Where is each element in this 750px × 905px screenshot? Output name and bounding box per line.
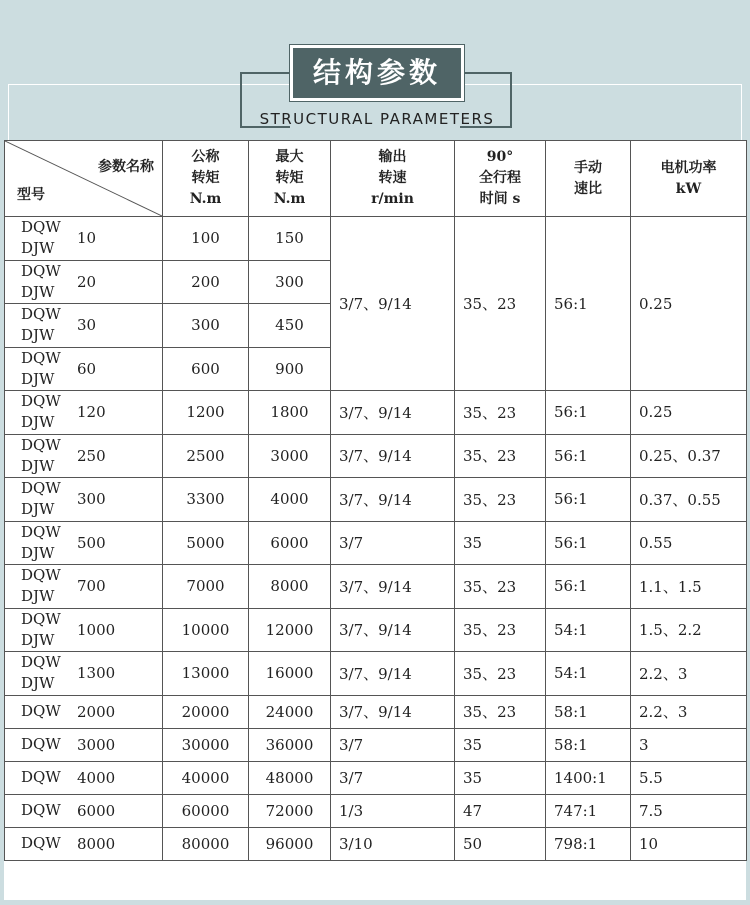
time-cell: 35、23 <box>455 391 546 435</box>
model-series: DJW <box>21 543 55 562</box>
table-row <box>5 478 747 522</box>
nominal-torque-cell: 13000 <box>163 652 249 696</box>
speed-cell: 3/10 <box>331 827 455 860</box>
parameters-table <box>4 140 747 861</box>
max-torque-cell: 12000 <box>249 608 331 652</box>
model-size: 10 <box>77 229 97 248</box>
ratio-cell: 56:1 <box>546 217 631 391</box>
model-size: 20 <box>77 272 97 291</box>
time-cell: 50 <box>455 827 546 860</box>
ratio-cell: 747:1 <box>546 794 631 827</box>
table-row <box>5 434 747 478</box>
model-size: 2000 <box>77 702 116 721</box>
model-series: DJW <box>21 674 55 693</box>
model-size: 3000 <box>77 735 116 754</box>
table-body <box>5 217 747 861</box>
nominal-torque-cell: 200 <box>163 260 249 304</box>
ratio-cell: 798:1 <box>546 827 631 860</box>
ratio-cell: 56:1 <box>546 391 631 435</box>
ratio-cell: 56:1 <box>546 478 631 522</box>
max-torque-cell: 900 <box>249 347 331 391</box>
model-series: DQW <box>21 218 61 237</box>
model-series: DJW <box>21 630 55 649</box>
nominal-torque-cell: 20000 <box>163 695 249 728</box>
model-cell <box>5 434 163 478</box>
speed-cell: 3/7、9/14 <box>331 478 455 522</box>
model-series: DJW <box>21 587 55 606</box>
model-series: DQW <box>21 261 61 280</box>
column-header: 电机功率 kW <box>631 141 747 217</box>
speed-cell: 1/3 <box>331 794 455 827</box>
model-cell <box>5 827 163 860</box>
corner-header-cell <box>5 141 163 217</box>
model-series: DQW <box>21 735 61 753</box>
column-header: 公称 转矩 N.m <box>163 141 249 217</box>
time-cell: 35、23 <box>455 434 546 478</box>
speed-cell: 3/7、9/14 <box>331 565 455 609</box>
ratio-cell: 56:1 <box>546 434 631 478</box>
time-cell: 35 <box>455 761 546 794</box>
max-torque-cell: 48000 <box>249 761 331 794</box>
model-size: 1300 <box>77 664 116 683</box>
speed-cell: 3/7、9/14 <box>331 652 455 696</box>
nominal-torque-cell: 100 <box>163 217 249 261</box>
table-row <box>5 827 747 860</box>
model-series: DJW <box>21 500 55 519</box>
speed-cell: 3/7、9/14 <box>331 608 455 652</box>
nominal-torque-cell: 300 <box>163 304 249 348</box>
model-series: DJW <box>21 369 55 388</box>
model-size: 120 <box>77 403 106 422</box>
model-cell <box>5 565 163 609</box>
time-cell: 35、23 <box>455 217 546 391</box>
model-size: 1000 <box>77 620 116 639</box>
nominal-torque-cell: 80000 <box>163 827 249 860</box>
nominal-torque-cell: 40000 <box>163 761 249 794</box>
page-subtitle: STRUCTURAL PARAMETERS <box>259 110 495 128</box>
page-title: 结构参数 <box>290 45 464 101</box>
nominal-torque-cell: 3300 <box>163 478 249 522</box>
parameters-table-container <box>4 140 746 900</box>
power-cell: 5.5 <box>631 761 747 794</box>
model-series: DQW <box>21 653 61 672</box>
model-series: DJW <box>21 239 55 258</box>
model-series: DQW <box>21 768 61 786</box>
model-series: DJW <box>21 282 55 301</box>
table-row <box>5 794 747 827</box>
model-cell <box>5 521 163 565</box>
time-cell: 35、23 <box>455 565 546 609</box>
model-size: 250 <box>77 446 106 465</box>
ratio-cell: 54:1 <box>546 652 631 696</box>
table-row <box>5 652 747 696</box>
model-cell <box>5 608 163 652</box>
max-torque-cell: 3000 <box>249 434 331 478</box>
time-cell: 35 <box>455 521 546 565</box>
model-size: 8000 <box>77 834 116 853</box>
model-series: DQW <box>21 609 61 628</box>
column-header: 输出 转速 r/min <box>331 141 455 217</box>
model-size: 60 <box>77 359 97 378</box>
model-series: DQW <box>21 834 61 852</box>
model-cell <box>5 652 163 696</box>
model-cell <box>5 304 163 348</box>
table-header-row <box>5 141 747 217</box>
time-cell: 35、23 <box>455 608 546 652</box>
column-header: 90° 全行程 时间 s <box>455 141 546 217</box>
table-row <box>5 565 747 609</box>
model-cell <box>5 761 163 794</box>
model-series: DJW <box>21 456 55 475</box>
speed-cell: 3/7、9/14 <box>331 217 455 391</box>
corner-model-label: 型号 <box>17 187 45 203</box>
nominal-torque-cell: 5000 <box>163 521 249 565</box>
table-row <box>5 695 747 728</box>
time-cell: 35、23 <box>455 652 546 696</box>
model-series: DJW <box>21 413 55 432</box>
model-cell <box>5 728 163 761</box>
time-cell: 35 <box>455 728 546 761</box>
ratio-cell: 54:1 <box>546 608 631 652</box>
max-torque-cell: 72000 <box>249 794 331 827</box>
max-torque-cell: 150 <box>249 217 331 261</box>
max-torque-cell: 36000 <box>249 728 331 761</box>
nominal-torque-cell: 60000 <box>163 794 249 827</box>
power-cell: 1.5、2.2 <box>631 608 747 652</box>
model-series: DQW <box>21 348 61 367</box>
model-series: DQW <box>21 702 61 720</box>
ratio-cell: 1400:1 <box>546 761 631 794</box>
speed-cell: 3/7、9/14 <box>331 391 455 435</box>
power-cell: 0.25 <box>631 217 747 391</box>
nominal-torque-cell: 600 <box>163 347 249 391</box>
time-cell: 47 <box>455 794 546 827</box>
model-size: 700 <box>77 577 106 596</box>
nominal-torque-cell: 1200 <box>163 391 249 435</box>
table-row <box>5 728 747 761</box>
speed-cell: 3/7、9/14 <box>331 695 455 728</box>
model-cell <box>5 695 163 728</box>
column-header: 手动 速比 <box>546 141 631 217</box>
max-torque-cell: 24000 <box>249 695 331 728</box>
model-series: DQW <box>21 566 61 585</box>
speed-cell: 3/7 <box>331 521 455 565</box>
model-series: DJW <box>21 326 55 345</box>
nominal-torque-cell: 30000 <box>163 728 249 761</box>
power-cell: 2.2、3 <box>631 695 747 728</box>
max-torque-cell: 16000 <box>249 652 331 696</box>
power-cell: 7.5 <box>631 794 747 827</box>
nominal-torque-cell: 7000 <box>163 565 249 609</box>
model-series: DQW <box>21 522 61 541</box>
model-cell <box>5 217 163 261</box>
table-row <box>5 608 747 652</box>
model-series: DQW <box>21 392 61 411</box>
power-cell: 2.2、3 <box>631 652 747 696</box>
speed-cell: 3/7、9/14 <box>331 434 455 478</box>
table-row <box>5 761 747 794</box>
time-cell: 35、23 <box>455 695 546 728</box>
model-cell <box>5 347 163 391</box>
guide-line-left <box>8 84 9 144</box>
power-cell: 0.55 <box>631 521 747 565</box>
max-torque-cell: 450 <box>249 304 331 348</box>
max-torque-cell: 4000 <box>249 478 331 522</box>
model-cell <box>5 478 163 522</box>
power-cell: 0.25、0.37 <box>631 434 747 478</box>
model-size: 30 <box>77 316 97 335</box>
nominal-torque-cell: 2500 <box>163 434 249 478</box>
model-size: 500 <box>77 533 106 552</box>
model-cell <box>5 794 163 827</box>
max-torque-cell: 300 <box>249 260 331 304</box>
max-torque-cell: 6000 <box>249 521 331 565</box>
model-series: DQW <box>21 801 61 819</box>
max-torque-cell: 1800 <box>249 391 331 435</box>
speed-cell: 3/7 <box>331 761 455 794</box>
model-size: 6000 <box>77 801 116 820</box>
power-cell: 3 <box>631 728 747 761</box>
model-size: 4000 <box>77 768 116 787</box>
table-row <box>5 521 747 565</box>
power-cell: 0.37、0.55 <box>631 478 747 522</box>
max-torque-cell: 96000 <box>249 827 331 860</box>
model-series: DQW <box>21 435 61 454</box>
ratio-cell: 56:1 <box>546 521 631 565</box>
power-cell: 0.25 <box>631 391 747 435</box>
nominal-torque-cell: 10000 <box>163 608 249 652</box>
table-row <box>5 217 747 261</box>
table-row <box>5 391 747 435</box>
model-cell <box>5 391 163 435</box>
model-series: DQW <box>21 305 61 324</box>
speed-cell: 3/7 <box>331 728 455 761</box>
max-torque-cell: 8000 <box>249 565 331 609</box>
corner-param-label: 参数名称 <box>98 159 154 175</box>
model-cell <box>5 260 163 304</box>
power-cell: 1.1、1.5 <box>631 565 747 609</box>
model-series: DQW <box>21 479 61 498</box>
power-cell: 10 <box>631 827 747 860</box>
time-cell: 35、23 <box>455 478 546 522</box>
column-header: 最大 转矩 N.m <box>249 141 331 217</box>
ratio-cell: 56:1 <box>546 565 631 609</box>
guide-line-right <box>741 84 742 144</box>
model-size: 300 <box>77 490 106 509</box>
ratio-cell: 58:1 <box>546 695 631 728</box>
ratio-cell: 58:1 <box>546 728 631 761</box>
